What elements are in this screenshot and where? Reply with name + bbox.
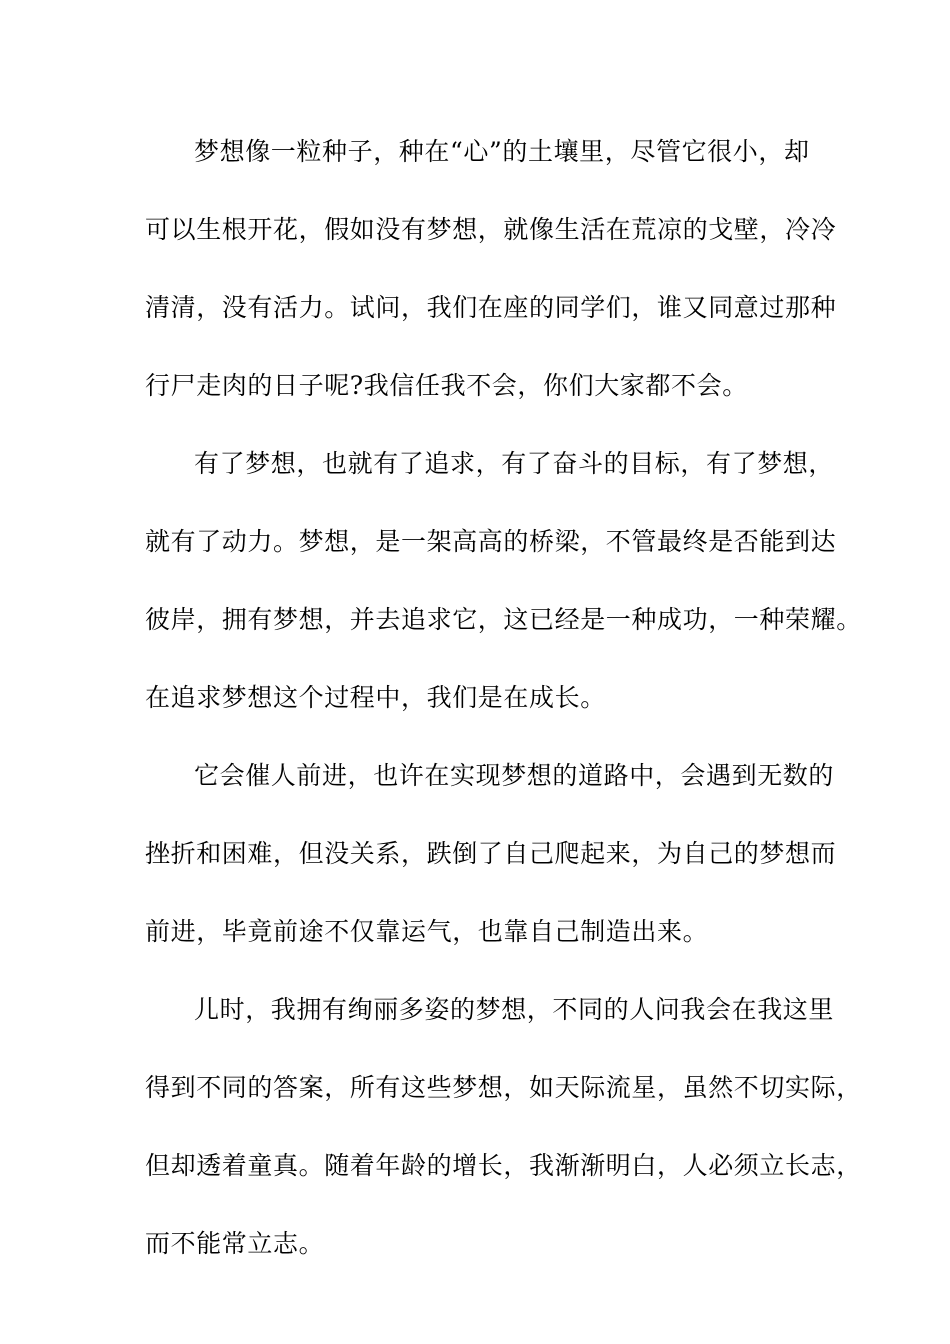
paragraph-line: 有了梦想，也就有了追求，有了奋斗的目标，有了梦想， (194, 449, 835, 478)
paragraph-line: 可以生根开花，假如没有梦想，就像生活在荒凉的戈壁，冷冷 (145, 215, 837, 244)
paragraph-line: 行尸走肉的日子呢?我信任我不会，你们大家都不会。 (145, 371, 748, 400)
paragraph-line: 挫折和困难，但没关系，跌倒了自己爬起来，为自己的梦想而 (145, 839, 837, 868)
paragraph-line: 就有了动力。梦想，是一架高高的桥梁，不管最终是否能到达 (145, 527, 837, 556)
paragraph-line: 前进，毕竟前途不仅靠运气，也靠自己制造出来。 (145, 917, 709, 946)
paragraph-4 (145, 971, 862, 1283)
paragraph-line: 儿时，我拥有绚丽多姿的梦想，不同的人问我会在我这里 (194, 995, 835, 1024)
paragraph-3 (145, 737, 837, 971)
paragraph-line: 而不能常立志。 (145, 1229, 325, 1258)
paragraph-1 (145, 113, 837, 425)
paragraph-line: 梦想像一粒种子，种在“心”的土壤里，尽管它很小，却 (194, 137, 810, 166)
document-body (145, 113, 862, 1283)
paragraph-line: 在追求梦想这个过程中，我们是在成长。 (145, 683, 606, 712)
paragraph-line: 彼岸，拥有梦想，并去追求它，这已经是一种成功，一种荣耀。 (145, 605, 862, 634)
paragraph-line: 得到不同的答案，所有这些梦想，如天际流星，虽然不切实际， (145, 1073, 862, 1102)
paragraph-line: 清清，没有活力。试问，我们在座的同学们，谁又同意过那种 (145, 293, 837, 322)
paragraph-line: 它会催人前进，也许在实现梦想的道路中，会遇到无数的 (194, 761, 835, 790)
paragraph-line: 但却透着童真。随着年龄的增长，我渐渐明白，人必须立长志， (145, 1151, 862, 1180)
paragraph-2 (145, 425, 862, 737)
